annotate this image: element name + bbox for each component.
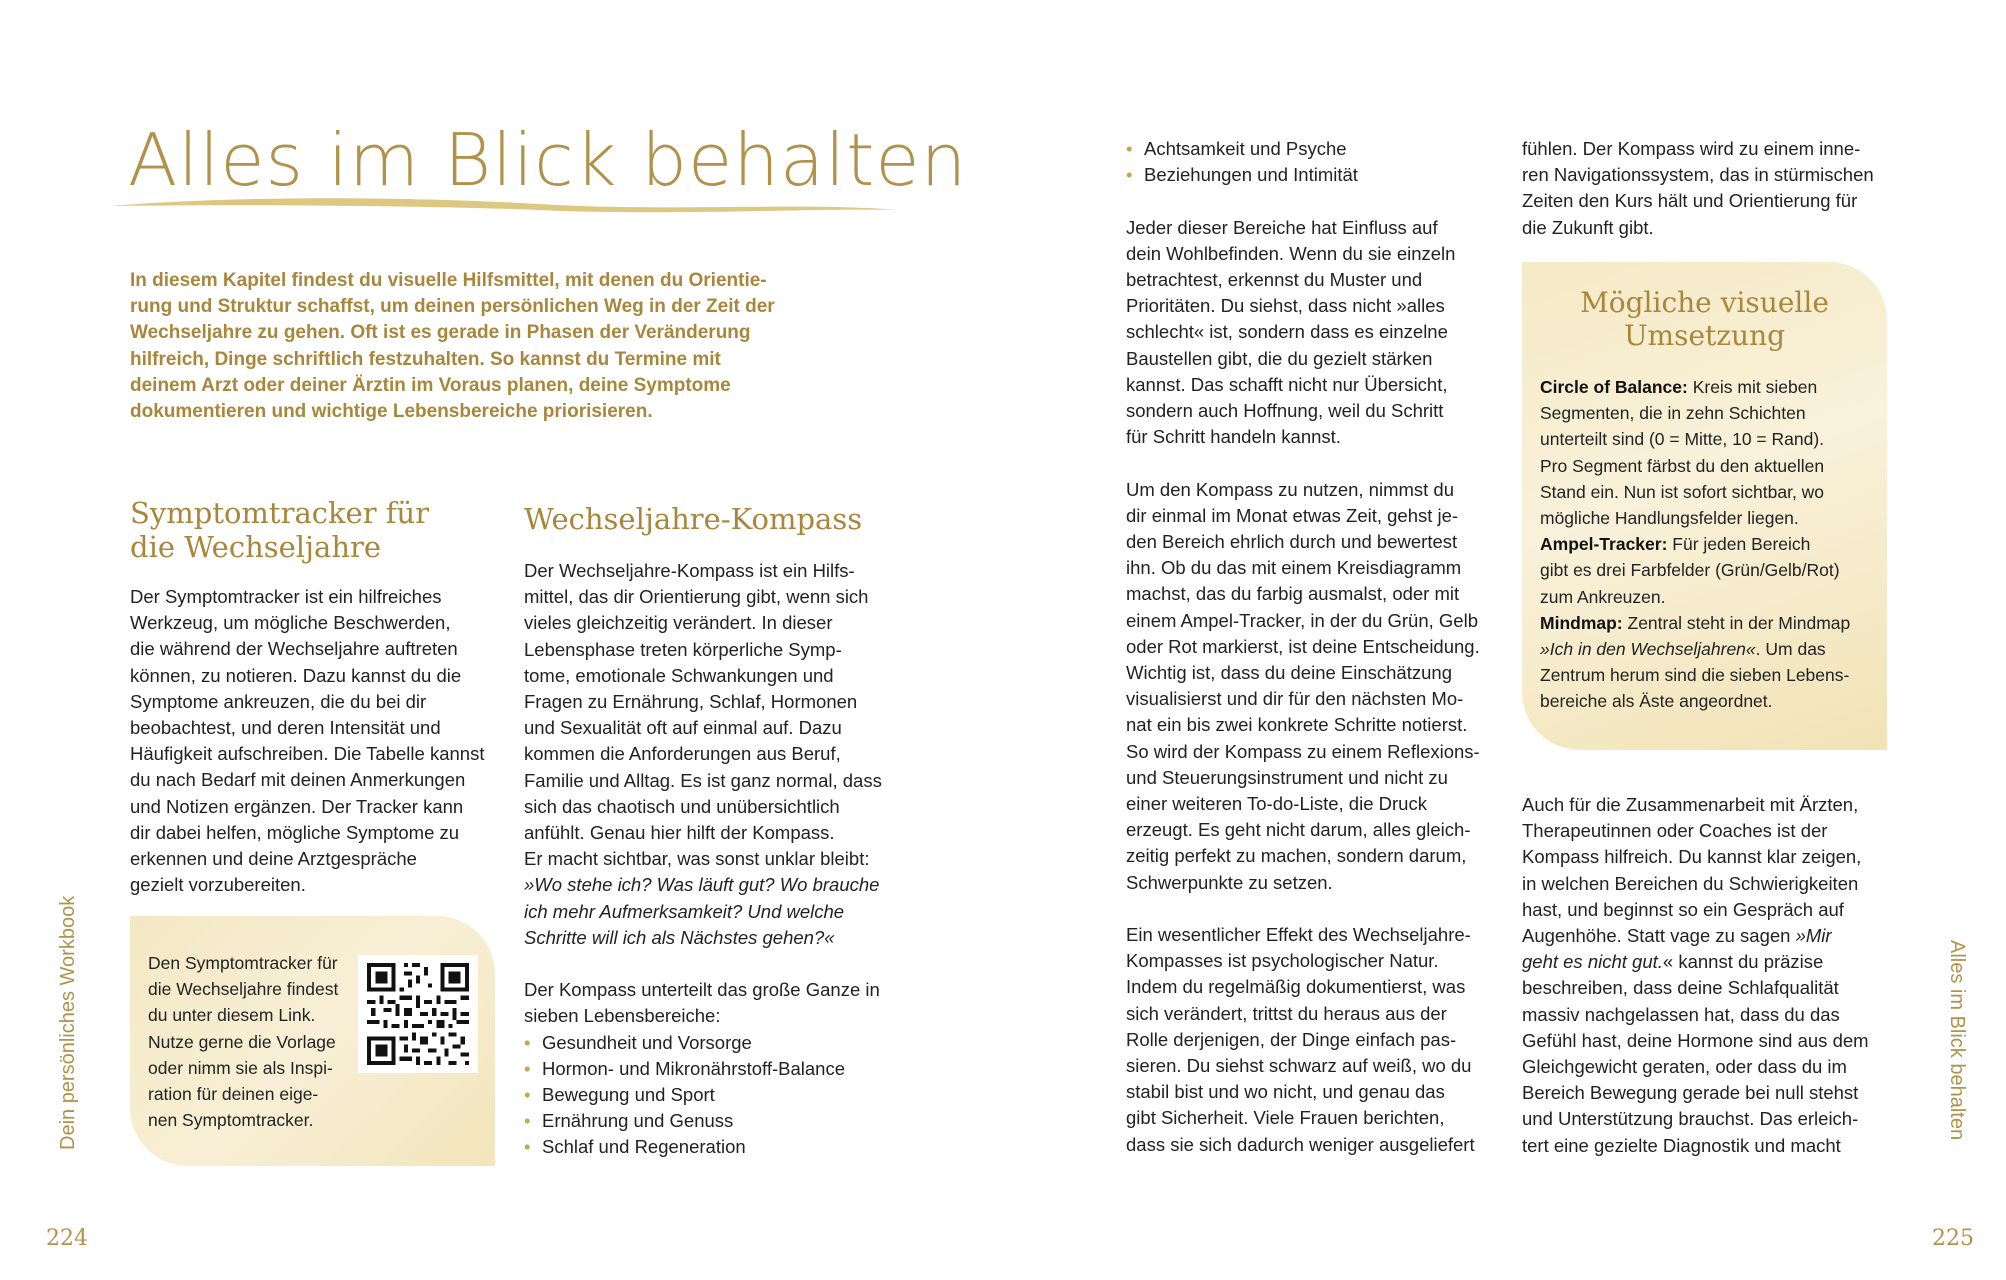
intro-line: dokumentieren und wichtige Lebensbereiche priorisieren.: [130, 401, 653, 423]
intro-line: hilfreich, Dinge schriftlich festzuhalten. So kannst du Termine mit: [130, 348, 721, 370]
symptomtracker-text: Der Symptomtracker ist ein hilfreiches Werkzeug, um mögliche Beschwerden, die während der Wechseljahre auftreten können, zu notieren. Dazu kannst du die Symptome ankreuzen, die du bei dir beobachtest, und deren Intensität und Häufigkeit aufschreiben. Die Tabelle kannst du nach Bedarf mit deinen Anmerkungen und Notizen ergänzen. Der Tracker kann dir dabei helfen, mögliche Symptome zu erkennen und deine Arztgespräche gezielt vorzubereiten.: [130, 586, 485, 896]
page-number-left: 224: [46, 1226, 88, 1251]
qr-code[interactable]: [358, 955, 478, 1073]
page-title: Alles im Blick behalten: [128, 118, 968, 202]
column-4-bottom-text: Auch für die Zusammenarbeit mit Ärzten, Therapeutinnen oder Coaches ist der Kompass hilfreich. Du kannst klar zeigen, in welchen Bereichen du Schwierigkeiten hast, und beginnst so ein Gespräch auf Augenhöhe. Statt vage zu sagen »Mir geht es nicht gut.« kannst du präzise beschreiben, dass deine Schlafqualität massiv nachgelassen hat, dass du das Gefühl hast, deine Hormone sind aus dem Gleichgewicht geraten, oder dass du im Bereich Bewegung gerade bei null stehst und Unterstützung brauchst. Das erleich- tert eine gezielte Diagnostik und macht: [1522, 794, 1869, 1156]
list-item: • Schlaf und Regeneration: [524, 1134, 914, 1160]
lebensbereiche-list: [524, 1030, 914, 1161]
running-head-right: Alles im Blick behalten: [1946, 940, 1968, 1141]
symptomtracker-heading: Symptomtracker für die Wechseljahre: [130, 496, 430, 564]
kompass-text: Der Wechseljahre-Kompass ist ein Hilfs- mittel, das dir Orientierung gibt, wenn sich vieles gleichzeitig verändert. In dieser Lebensphase treten körperliche Symp- tome, emotionale Schwankungen und Fragen zu Ernährung, Schlaf, Hormonen und Sexualität oft auf einmal auf. Dazu kommen die Anforderungen aus Beruf, Familie und Alltag. Es ist ganz normal, dass sich das chaotisch und unübersichtlich anfühlt. Genau hier hilft der Kompass. Er macht sichtbar, was sonst unklar bleibt: »Wo stehe ich? Was läuft gut? Wo brauche ich mehr Aufmerksamkeit? Und welche Schritte will ich als Nächstes gehen?« Der Kompass unterteilt das große Ganze in sieben Lebensbereiche: • Gesundheit und Vorsorge • Hormon- und Mikronährstoff-Balance • Bewegung und Sport • Ernährung und Genuss • Schlaf und Regeneration: [524, 558, 914, 1161]
list-item: • Hormon- und Mikronährstoff-Balance: [524, 1056, 914, 1082]
page-number-right: 225: [1932, 1226, 1974, 1251]
symptomtracker-card-text: Den Symptomtracker für die Wechseljahre findest du unter diesem Link. Nutze gerne die Vorlage oder nimm sie als Inspi- ration für deinen eige- nen Symptomtracker.: [148, 953, 339, 1131]
intro-line: deinem Arzt oder deiner Ärztin im Voraus planen, deine Symptome: [130, 374, 731, 396]
list-item: • Bewegung und Sport: [524, 1082, 914, 1108]
column-4-top-text: fühlen. Der Kompass wird zu einem inne- ren Navigationssystem, das in stürmischen Zeiten den Kurs hält und Orientierung für die Zukunft gibt.: [1522, 138, 1874, 238]
title-underline: [108, 188, 898, 228]
list-item: • Beziehungen und Intimität: [1126, 162, 1506, 188]
list-item: • Achtsamkeit und Psyche: [1126, 136, 1506, 162]
intro-paragraph: [130, 268, 790, 425]
intro-line: Wechseljahre zu gehen. Oft ist es gerade in Phasen der Veränderung: [130, 322, 751, 344]
intro-line: In diesem Kapitel findest du visuelle Hilfsmittel, mit denen du Orientie-: [130, 270, 767, 291]
running-head-left: Dein persönliches Workbook: [57, 895, 79, 1150]
lebensbereiche-list-continued: [1126, 136, 1506, 188]
card-text: Circle of Balance: Kreis mit sieben Segmenten, die in zehn Schichten unterteilt sind (0 = Mitte, 10 = Rand). Pro Segment färbst du den aktuellen Stand ein. Nun ist sofort sichtbar, wo mögliche Handlungsfelder liegen. Ampel-Tracker: Für jeden Bereich gibt es drei Farbfelder (Grün/Gelb/Rot) zum Ankreuzen. Mindmap: Zentral steht in der Mindmap »Ich in den Wechseljahren«. Um das Zentrum herum sind die sieben Lebens- bereiche als Äste angeordnet.: [1540, 377, 1851, 712]
card-title: Mögliche visuelle Umsetzung: [1580, 286, 1829, 352]
kompass-heading: Wechseljahre-Kompass: [524, 502, 863, 536]
column-3-text: • Achtsamkeit und Psyche • Beziehungen und Intimität Jeder dieser Bereiche hat Einfluss auf dein Wohlbefinden. Wenn du sie einzeln betrachtest, erkennst du Muster und Prioritäten. Du siehst, dass nicht »alles schlecht« ist, sondern dass es einzelne Baustellen gibt, die du gezielt stärken kannst. Das schafft nicht nur Übersicht, sondern auch Hoffnung, weil du Schritt für Schritt handeln kannst. Um den Kompass zu nutzen, nimmst du dir einmal im Monat etwas Zeit, gehst je- den Bereich ehrlich durch und bewertest ihn. Ob du das mit einem Kreisdiagramm machst, das du farbig ausmalst, oder mit einem Ampel-Tracker, in der du Grün, Gelb oder Rot markierst, ist deine Entscheidung. Wichtig ist, dass du deine Einschätzung visualisierst und dir für den nächsten Mo- nat ein bis zwei konkrete Schritte notierst. So wird der Kompass zu einem Reflexions- und Steuerungsinstrument und nicht zu einer weiteren To-do-Liste, die Druck erzeugt. Es geht nicht darum, alles gleich- zeitig perfekt zu machen, sondern darum, Schwerpunkte zu setzen. Ein wesentlicher Effekt des Wechseljahre- Kompasses ist psychologischer Natur. Indem du regelmäßig dokumentierst, was sich verändert, trittst du heraus aus der Rolle derjenigen, der Dinge einfach pas- sieren. Du siehst schwarz auf weiß, wo du stabil bist und wo nicht, und genau das gibt Sicherheit. Viele Frauen berichten, dass sie sich dadurch weniger ausgeliefert: [1126, 136, 1506, 1158]
list-item: • Ernährung und Genuss: [524, 1108, 914, 1134]
intro-line: rung und Struktur schaffst, um deinen persönlichen Weg in der Zeit der: [130, 296, 775, 318]
list-item: • Gesundheit und Vorsorge: [524, 1030, 914, 1056]
qr-code-icon: [358, 955, 478, 1073]
